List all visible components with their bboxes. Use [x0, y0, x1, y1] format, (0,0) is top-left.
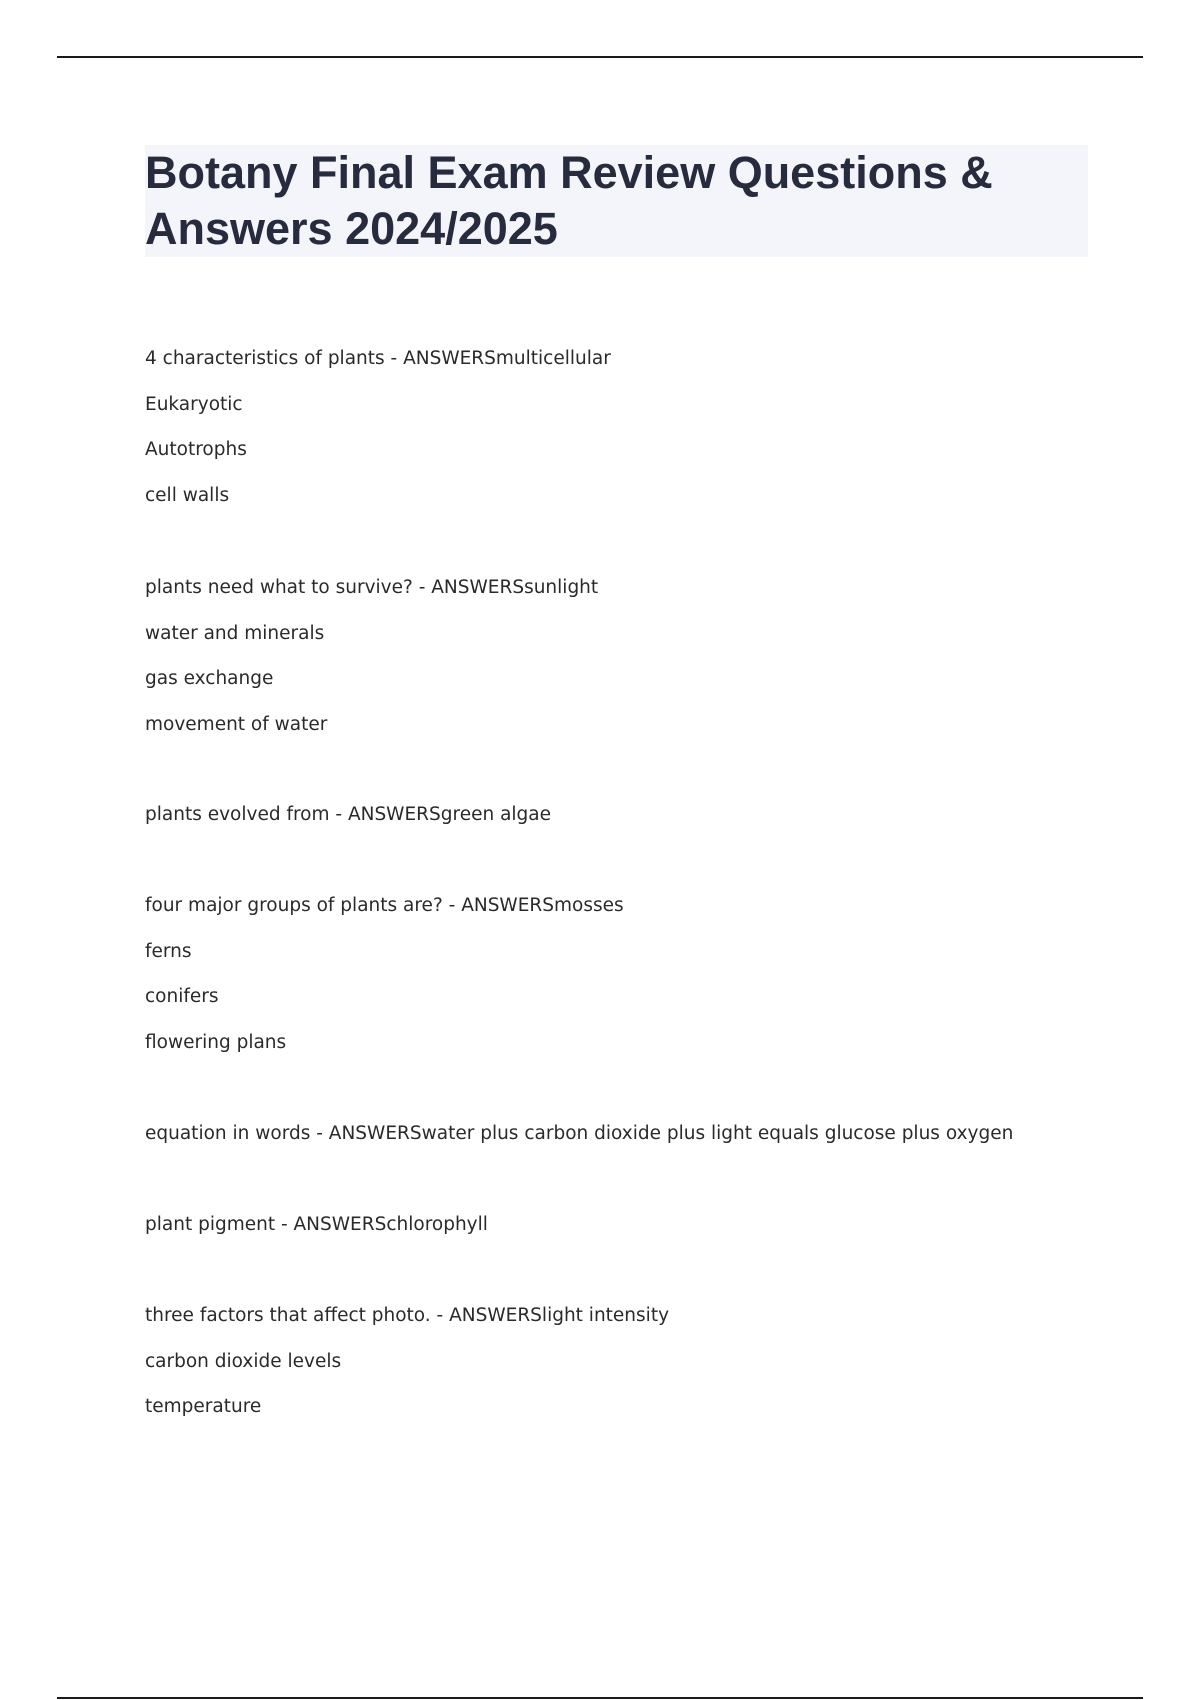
qa-answer-line: Autotrophs	[145, 439, 247, 460]
qa-question-line: three factors that affect photo. - ANSWERSlight intensity	[145, 1305, 670, 1326]
bottom-rule	[57, 1697, 1143, 1699]
qa-item-survival-needs	[145, 576, 598, 758]
qa-item-plant-groups	[145, 894, 624, 1076]
qa-answer-line: ferns	[145, 940, 192, 962]
top-rule	[57, 56, 1143, 58]
qa-answer-line: cell walls	[145, 484, 230, 506]
qa-question-line: plants need what to survive? - ANSWERSsunlight	[145, 577, 599, 598]
qa-answer-line: conifers	[145, 986, 219, 1007]
qa-question-line: four major groups of plants are? - ANSWERSmosses	[145, 895, 624, 916]
qa-answer-line: movement of water	[145, 713, 328, 735]
page-title: Botany Final Exam Review Questions & Answers 2024/2025	[145, 147, 993, 254]
qa-answer-line: water and minerals	[145, 622, 325, 644]
qa-item-equation	[145, 1122, 1013, 1168]
qa-question-line: equation in words - ANSWERSwater plus carbon dioxide plus light equals glucose plus oxygen	[145, 1123, 1014, 1144]
qa-answer-line: temperature	[145, 1396, 262, 1417]
qa-answer-line: flowering plans	[145, 1031, 287, 1053]
qa-question-line: plants evolved from - ANSWERSgreen algae	[145, 804, 552, 825]
qa-answer-line: gas exchange	[145, 668, 274, 689]
qa-question-line: plant pigment - ANSWERSchlorophyll	[145, 1214, 488, 1235]
qa-item-characteristics	[145, 347, 611, 529]
qa-item-pigment	[145, 1213, 488, 1259]
qa-answer-line: Eukaryotic	[145, 393, 243, 415]
qa-item-photo-factors	[145, 1304, 669, 1441]
qa-answer-line: carbon dioxide levels	[145, 1350, 342, 1372]
qa-question-line: 4 characteristics of plants - ANSWERSmulticellular	[145, 348, 611, 369]
qa-item-evolution	[145, 803, 551, 849]
